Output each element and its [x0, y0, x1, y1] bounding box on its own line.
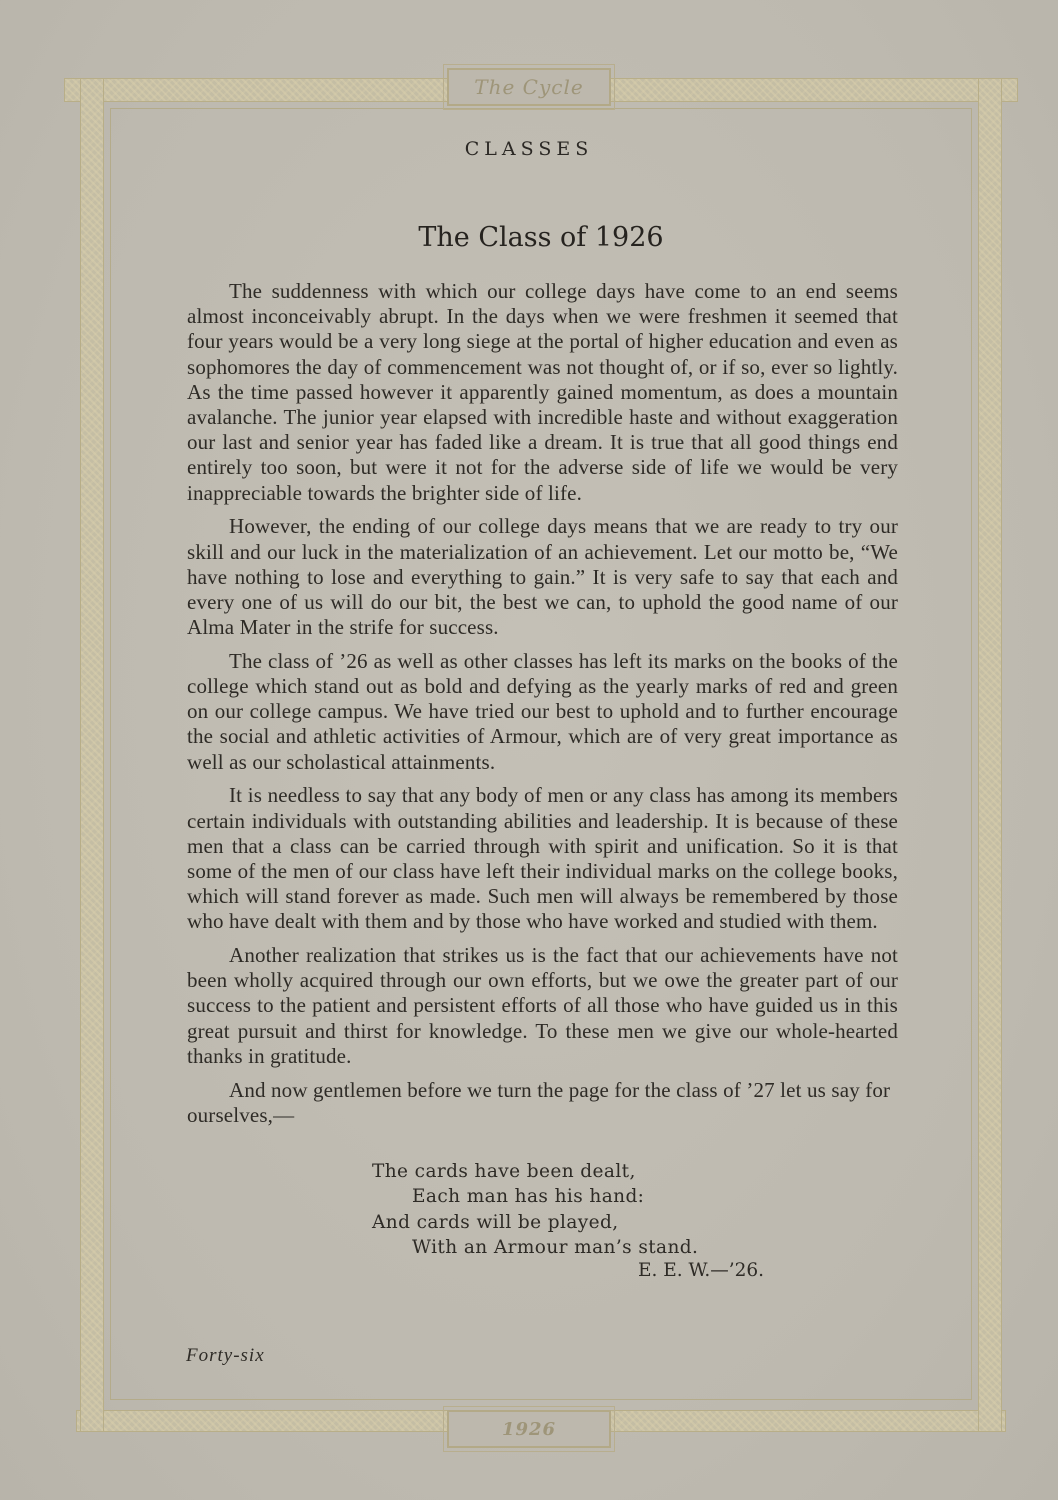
author-signature: E. E. W.—’26. [638, 1260, 764, 1281]
poem [372, 1159, 698, 1260]
poem-line: Each man has his hand: [412, 1186, 645, 1208]
year-mark: 1926 [501, 1418, 557, 1440]
page-number: Forty-six [186, 1345, 265, 1366]
article-title: The Class of 1926 [418, 222, 664, 253]
poem-line: With an Armour man’s stand. [412, 1236, 699, 1258]
border-left [80, 78, 104, 1432]
paragraph: The class of ’26 as well as other classes has left its marks on the books of the college which stand out as bold and defying as the yearly marks of red and green on our college campus. We have tried our best to uphold and to further encourage the social and athletic activities of Armour, which are of very great importance as well as our scholastical attainments. [187, 648, 898, 774]
running-head-cartouche [447, 68, 611, 106]
article-body [187, 279, 898, 1137]
year-cartouche [447, 1410, 611, 1448]
paragraph: However, the ending of our college days means that we are ready to try our skill and our luck in the materialization of an achievement. Let our motto be, “We have nothing to lose and everything to gain.” It is very safe to say that each and every one of us will do our bit, the best we can, to uphold the good name of our Alma Mater in the strife for success. [187, 514, 898, 640]
paragraph: And now gentlemen before we turn the page for the class of ’27 let us say for ourselves,— [187, 1077, 891, 1127]
running-head: The Cycle [474, 75, 584, 99]
poem-line: And cards will be played, [372, 1211, 619, 1233]
paragraph: Another realization that strikes us is the fact that our achievements have not been wholly acquired through our own efforts, but we owe the greater part of our success to the patient and persistent efforts of all those who have guided us in this great pursuit and thirst for knowledge. To these men we give our whole-hearted thanks in gratitude. [187, 943, 898, 1068]
section-heading: CLASSES [464, 138, 594, 160]
border-right [978, 78, 1002, 1432]
paragraph: It is needless to say that any body of men or any class has among its members certain individuals with outstanding abilities and leadership. It is because of these men that a class can be carried through with spirit and unification. So it is that some of the men of our class have left their individual marks on the college books, which will stand forever as made. Such men will always be remembered by those who have dealt with them and by those who have worked and studied with them. [187, 783, 898, 934]
paragraph: The suddenness with which our college days have come to an end seems almost inconceivably abrupt. In the days when we were freshmen it seemed that four years would be a very long siege at the portal of higher education and even as sophomores the day of commencement was not thought of, or if so, ever so lightly. As the time passed however it apparently gained momentum, as does a mountain avalanche. The junior year elapsed with incredible haste and without exaggeration our last and senior year has faded like a dream. It is true that all good things end entirely too soon, but were it not for the adverse side of life we would be very inappreciable towards the brighter side of life. [187, 279, 898, 505]
poem-line: The cards have been dealt, [372, 1161, 636, 1182]
